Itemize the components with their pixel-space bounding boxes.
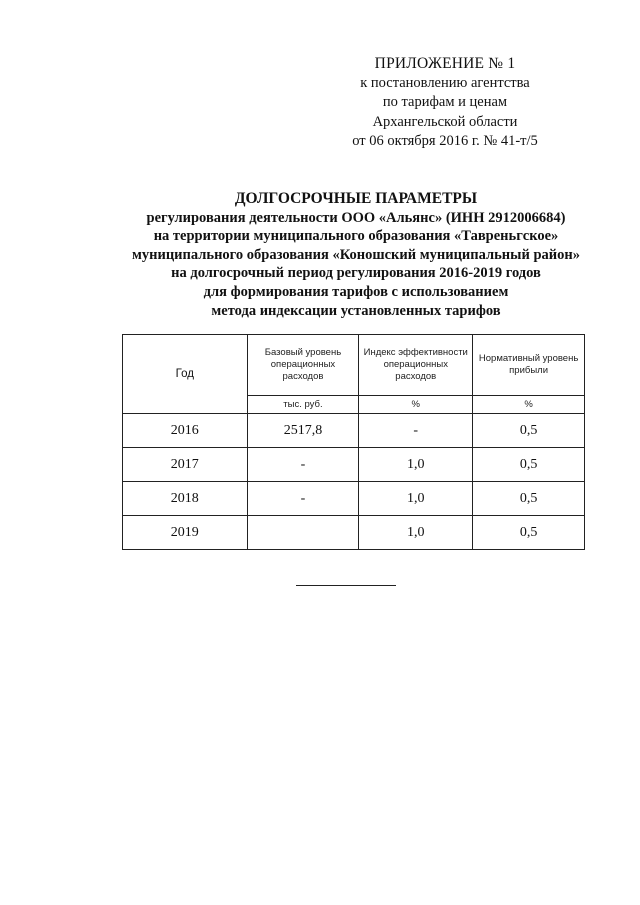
title-line: муниципального образования «Коношский муниципальный район»	[131, 246, 580, 263]
appendix-line: от 06 октября 2016 г. № 41-т/5	[352, 133, 538, 149]
table-row	[123, 482, 585, 516]
cell-year: 2018	[123, 482, 248, 516]
cell-base-costs: -	[247, 482, 359, 516]
cell-year: 2016	[123, 414, 248, 448]
cell-base-costs	[247, 516, 359, 550]
cell-year: 2019	[123, 516, 248, 550]
parameters-table	[122, 334, 585, 550]
cell-base-costs: -	[247, 448, 359, 482]
appendix-heading: ПРИЛОЖЕНИЕ № 1	[374, 55, 516, 72]
table-row	[123, 414, 585, 448]
cell-profit-level: 0,5	[473, 414, 585, 448]
header-base-costs: Базовый уровень операционных расходов	[247, 335, 359, 396]
title-line: метода индексации установленных тарифов	[211, 302, 501, 319]
unit-profit-level: %	[473, 396, 585, 414]
closing-rule	[296, 585, 396, 586]
cell-profit-level: 0,5	[473, 516, 585, 550]
header-efficiency-index: Индекс эффективности операционных расходов	[359, 335, 473, 396]
title-line: регулирования деятельности ООО «Альянс» (ИНН 2912006684)	[146, 209, 566, 226]
title-main: ДОЛГОСРОЧНЫЕ ПАРАМЕТРЫ	[234, 190, 478, 207]
cell-base-costs: 2517,8	[247, 414, 359, 448]
appendix-block	[330, 54, 560, 152]
header-profit-level: Нормативный уровень прибыли	[473, 335, 585, 396]
unit-base-costs: тыс. руб.	[247, 396, 359, 414]
cell-efficiency-index: 1,0	[359, 448, 473, 482]
cell-year: 2017	[123, 448, 248, 482]
document-title	[60, 190, 640, 320]
unit-efficiency-index: %	[359, 396, 473, 414]
table-row	[123, 516, 585, 550]
header-year: Год	[123, 335, 248, 414]
appendix-line: Архангельской области	[372, 113, 518, 130]
cell-efficiency-index: 1,0	[359, 482, 473, 516]
cell-profit-level: 0,5	[473, 482, 585, 516]
appendix-line: к постановлению агентства	[360, 74, 530, 91]
cell-efficiency-index: 1,0	[359, 516, 473, 550]
title-line: для формирования тарифов с использованием	[203, 283, 509, 300]
table-row	[123, 448, 585, 482]
title-line: на долгосрочный период регулирования 2016-2019 годов	[171, 265, 541, 282]
title-line: на территории муниципального образования «Тавреньгское»	[153, 228, 559, 245]
table-header-row	[123, 335, 585, 396]
appendix-line: по тарифам и ценам	[382, 94, 508, 110]
cell-profit-level: 0,5	[473, 448, 585, 482]
cell-efficiency-index: -	[359, 414, 473, 448]
